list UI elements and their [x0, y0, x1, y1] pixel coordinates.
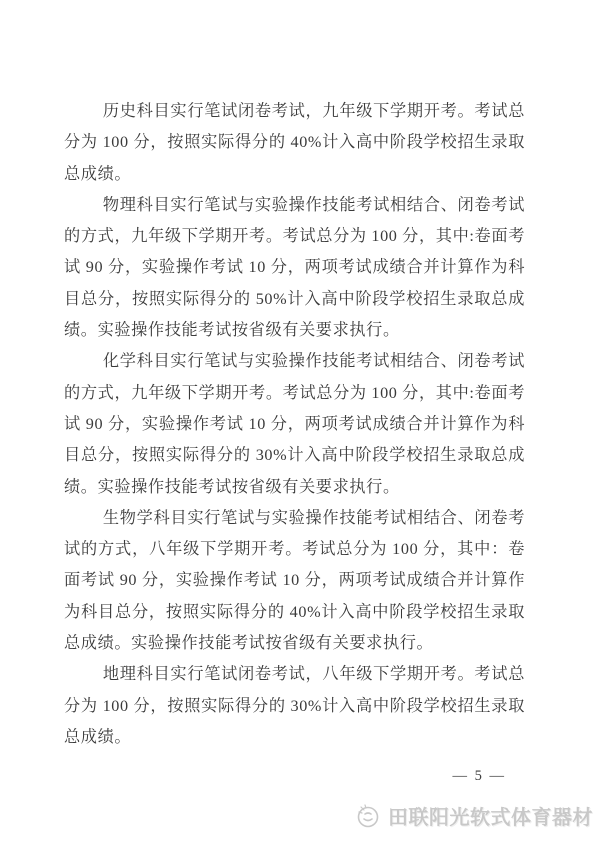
page-number: — 5 —: [452, 768, 506, 784]
paragraph-physics: 物理科目实行笔试与实验操作技能考试相结合、闭卷考试的方式，九年级下学期开考。考试总分为 100 分，其中:卷面考试 90 分，实验操作考试 10 分，两项考试成绩合并计算作为科目总分，按照实际得分的 50%计入高中阶段学校招生录取总成绩。实验操作技能考试按省级有关要求执行。: [64, 195, 525, 340]
paragraph-biology: 生物学科目实行笔试与实验操作技能考试相结合、闭卷考试的方式，八年级下学期开考。考试总分为 100 分，其中：卷面考试 90 分，实验操作考试 10 分，两项考试成绩合并计算作为科目总分，按照实际得分的 40%计入高中阶段学校招生录取总成绩。实验操作技能考试按省级有关要求执行。: [64, 508, 525, 653]
paragraph-geography: 地理科目实行笔试闭卷考试，八年级下学期开考。考试总分为 100 分，按照实际得分的 30%计入高中阶段学校招生录取总成绩。: [64, 665, 525, 746]
athletics-circle-logo-icon: [352, 800, 382, 830]
watermark: [352, 800, 593, 830]
paragraph-chemistry: 化学科目实行笔试与实验操作技能考试相结合、闭卷考试的方式，九年级下学期开考。考试总分为 100 分，其中:卷面考试 90 分，实验操作考试 10 分，两项考试成绩合并计算作为科目总分，按照实际得分的 30%计入高中阶段学校招生录取总成绩。实验操作技能考试按省级有关要求执行。: [64, 352, 525, 496]
paragraph-history: 历史科目实行笔试闭卷考试，九年级下学期开考。考试总分为 100 分，按照实际得分的 40%计入高中阶段学校招生录取总成绩。: [64, 102, 525, 183]
document-body: [64, 96, 525, 753]
watermark-text: 田联阳光软式体育器材: [388, 806, 593, 829]
